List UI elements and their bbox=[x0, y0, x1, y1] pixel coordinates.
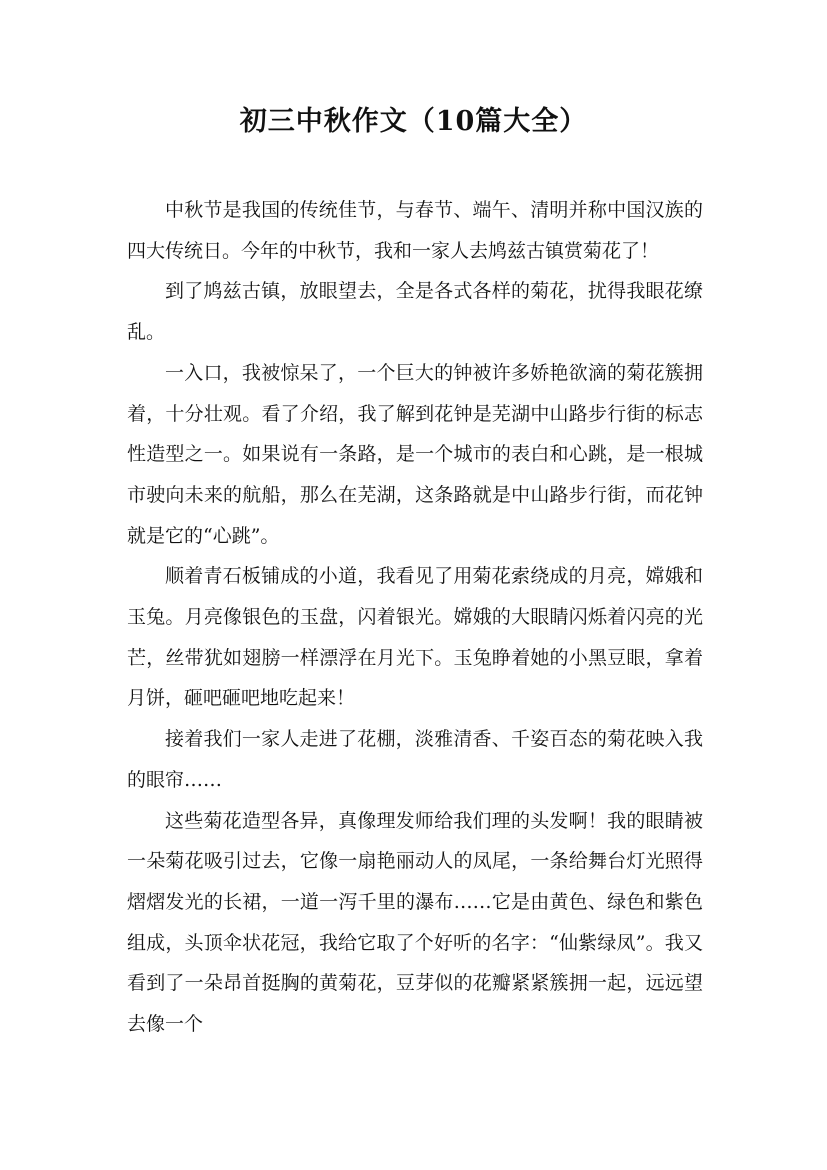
paragraph: 到了鸠兹古镇，放眼望去，全是各式各样的菊花，扰得我眼花缭乱。 bbox=[127, 280, 703, 344]
paragraph: 这些菊花造型各异，真像理发师给我们理的头发啊！我的眼睛被一朵菊花吸引过去，它像一扇艳丽动人的凤尾，一条给舞台灯光照得熠熠发光的长裙，一道一泻千里的瀑布……它是由黄色、绿色和紫色组成，头顶伞状花冠，我给它取了个好听的名字：“仙紫绿凤”。我又看到了一朵昂首挺胸的黄菊花，豆芽似的花瓣紧紧簇拥一起，远远望去像一个 bbox=[127, 809, 703, 1036]
paragraph: 顺着青石板铺成的小道，我看见了用菊花索绕成的月亮，嫦娥和玉兔。月亮像银色的玉盘，闪着银光。嫦娥的大眼睛闪烁着闪亮的光芒，丝带犹如翅膀一样漂浮在月光下。玉兔睁着她的小黑豆眼，拿着月饼，砸吧砸吧地吃起来！ bbox=[127, 565, 703, 710]
paragraph: 接着我们一家人走进了花棚，淡雅清香、千姿百态的菊花映入我的眼帘…… bbox=[127, 728, 703, 791]
paragraph: 中秋节是我国的传统佳节，与春节、端午、清明并称中国汉族的四大传统日。今年的中秋节，我和一家人去鸠兹古镇赏菊花了！ bbox=[127, 199, 703, 262]
document-body bbox=[127, 190, 703, 1045]
document-title: 初三中秋作文（10篇大全） bbox=[239, 106, 588, 137]
paragraph: 一入口，我被惊呆了，一个巨大的钟被许多娇艳欲滴的菊花簇拥着，十分壮观。看了介绍，我了解到花钟是芜湖中山路步行街的标志性造型之一。如果说有一条路，是一个城市的表白和心跳，是一根城市驶向未来的航船，那么在芜湖，这条路就是中山路步行街，而花钟就是它的“心跳”。 bbox=[127, 361, 703, 547]
